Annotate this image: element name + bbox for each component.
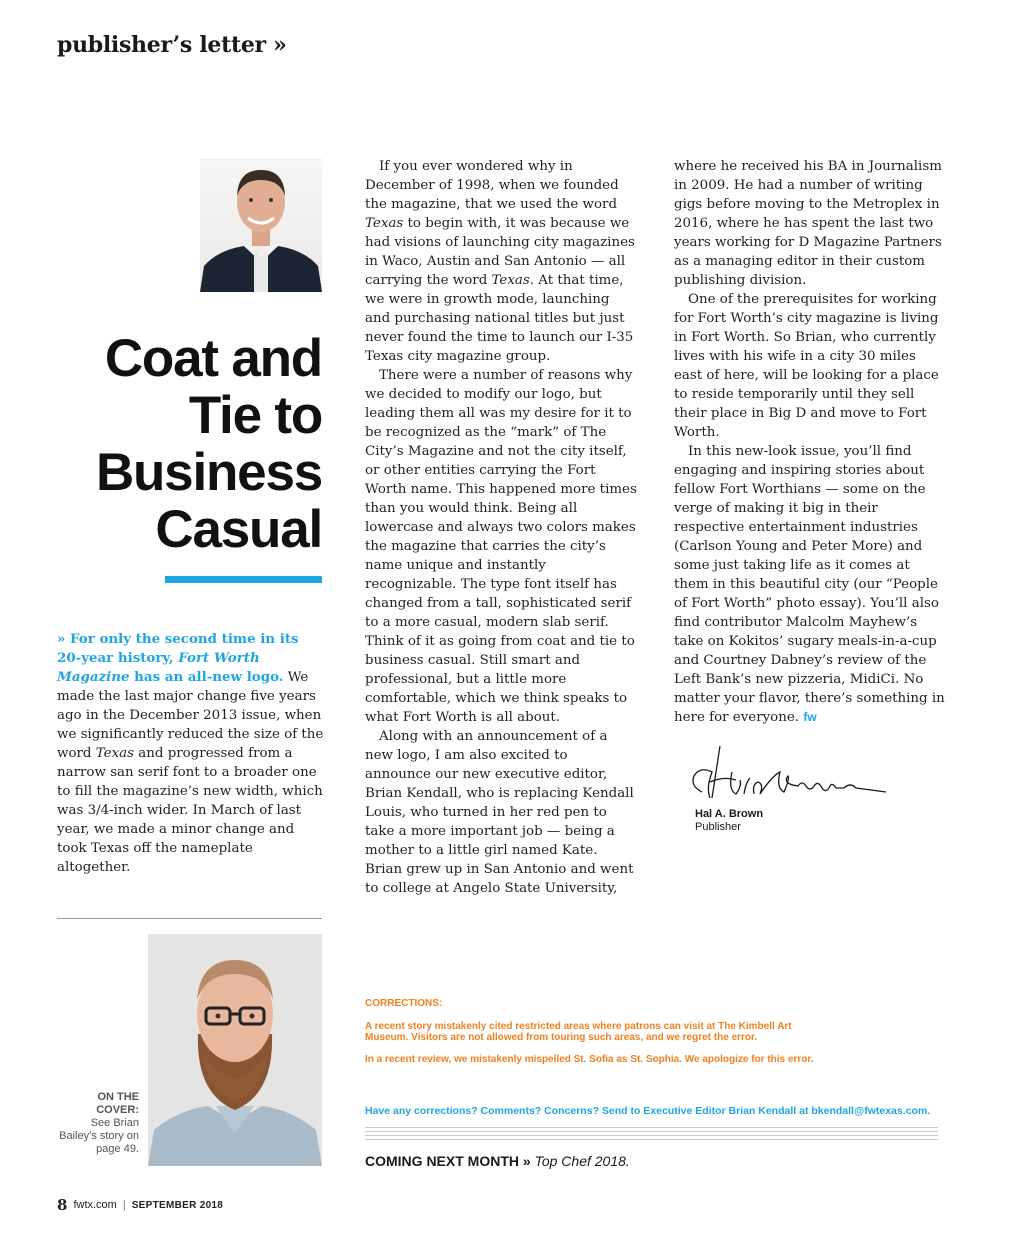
headline (22, 330, 322, 558)
coming-next-label: COMING NEXT MONTH » (365, 1153, 531, 1169)
cover-caption-text: See Brian Bailey’s story on page 49. (59, 1117, 139, 1155)
cover-divider (57, 918, 322, 919)
intro-text-italic: Texas (95, 746, 134, 761)
headline-line-3: Business (95, 443, 322, 502)
page-footer (57, 1196, 223, 1214)
section-label: publisher’s letter » (57, 32, 287, 58)
cover-caption (57, 1091, 139, 1156)
col2-p1-text-c: . At that time, we were in growth mode, launching and purchasing national titles but just never found the time to launch our I-35 Texas city magazine group. (365, 273, 634, 364)
intro-paragraph (57, 630, 325, 877)
footer-separator: | (122, 1199, 126, 1211)
col3-p3-text: In this new-look issue, you’ll find engaging and inspiring stories about fellow Fort Worthians — some on the verge of making it big in their respective entertainment industries (Carlson Young and Peter More) and some just taking life as it comes at them in this beautiful city (our “People of Fort Worth” photo essay). You’ll also find contributor Malcolm Mayhew’s take on Kokitos’ sugary meals-in-a-cup and Courtney Dabney’s review of the Left Bank’s new pizzeria, MidiCi. No matter your flavor, there’s something in here for everyone. (674, 444, 945, 725)
headline-underline (165, 576, 322, 583)
footer-issue: SEPTEMBER 2018 (131, 1199, 224, 1211)
col2-paragraph-3: Along with an announcement of a new logo, I am also excited to announce our new executive editor, Brian Kendall, who is replacing Kendall Louis, who turned in her red pen to take a more important job — being a mother to a little girl named Kate. Brian grew up in San Antonio and went to college at Angelo State University, (365, 729, 634, 896)
body-column-3 (674, 157, 946, 727)
correction-item-1: A recent story mistakenly cited restricted areas where patrons can visit at The Kimbell Art Museum. Visitors are not allowed from touring such areas, and we regret the error. (365, 1021, 792, 1043)
headline-line-1: Coat and (104, 329, 322, 388)
col2-p1-italic-2: Texas (491, 273, 530, 288)
col3-paragraph-1: where he received his BA in Journalism in 2009. He had a number of writing gigs before moving to the Metroplex in 2016, where he has spent the last two years working for D Magazine Partners as a managing editor in their custom publishing division. (674, 159, 942, 288)
col2-paragraph-1 (365, 157, 637, 366)
col2-p1-italic-1: Texas (365, 216, 404, 231)
body-column-2 (365, 157, 637, 898)
cover-portrait-illustration (148, 934, 322, 1166)
headline-line-4: Casual (155, 500, 322, 559)
signature-graphic (680, 742, 890, 812)
headline-line-2: Tie to (188, 386, 322, 445)
publisher-photo (200, 158, 322, 292)
col2-p1-text-b: to begin with, it was because we had visions of launching city magazines in Waco, Austin and San Antonio — all carrying the word (365, 216, 635, 288)
intro-lead-italic: Fort Worth Magazine (57, 650, 260, 685)
intro-lead-1: » For only the second time in its 20-year history, (57, 631, 299, 666)
intro-text-2: and progressed from a narrow san serif font to a broader one to fill the magazine’s new width, which was 3/4-inch wider. In March of last year, we made a minor change and took Texas off the nameplate altogether. (57, 746, 323, 875)
col3-paragraph-3 (674, 442, 946, 727)
cover-caption-label: ON THE COVER: (96, 1091, 139, 1116)
col2-p1-text-a: If you ever wondered why in December of 1998, when we founded the magazine, that we used the word (365, 159, 619, 212)
cover-photo (148, 934, 322, 1166)
publisher-portrait-illustration (200, 158, 322, 292)
col2-paragraph-2: There were a number of reasons why we decided to modify our logo, but leading them all was my desire for it to be recognized as the “mark” of The City’s Magazine and not the city itself, or other entities carrying the Fort Worth name. This happened more times than you would think. Being all lowercase and always two colors makes the magazine that carries the city’s name unique and instantly recognizable. The type font itself has changed from a tall, sophisticated serif to a more casual, modern slab serif. Think of it as going from coat and tie to business casual. Still smart and professional, but a little more comfortable, which we think speaks to what Fort Worth is all about. (365, 368, 637, 725)
signature-name: Hal A. Brown (695, 808, 764, 820)
signature-title: Publisher (695, 821, 741, 833)
intro-lead-2: has an all-new logo. (129, 669, 284, 685)
page-number: 8 (57, 1196, 68, 1214)
coming-next-value: Top Chef 2018. (534, 1153, 630, 1169)
correction-item-2: In a recent review, we mistakenly mispelled St. Sofia as St. Sophia. We apologize for this error. (365, 1054, 814, 1065)
footer-site: fwtx.com (73, 1199, 117, 1211)
corrections-heading: CORRECTIONS: (365, 998, 443, 1009)
fw-end-mark: fw (803, 710, 817, 724)
corrections-contact: Have any corrections? Comments? Concerns? Send to Executive Editor Brian Kendall at bkendall@fwtexas.com. (365, 1105, 931, 1117)
intro-text-1: We made the last major change five years ago in the December 2013 issue, when we significantly reduced the size of the word (57, 670, 324, 761)
col3-paragraph-2: One of the prerequisites for working for Fort Worth’s city magazine is living in Fort Worth. So Brian, who currently lives with his wife in a city 30 miles east of here, will be looking for a place to reside temporarily until they sell their place in Big D and move to Fort Worth. (674, 292, 939, 440)
coming-next-month (365, 1153, 630, 1169)
decorative-rules (365, 1127, 938, 1145)
